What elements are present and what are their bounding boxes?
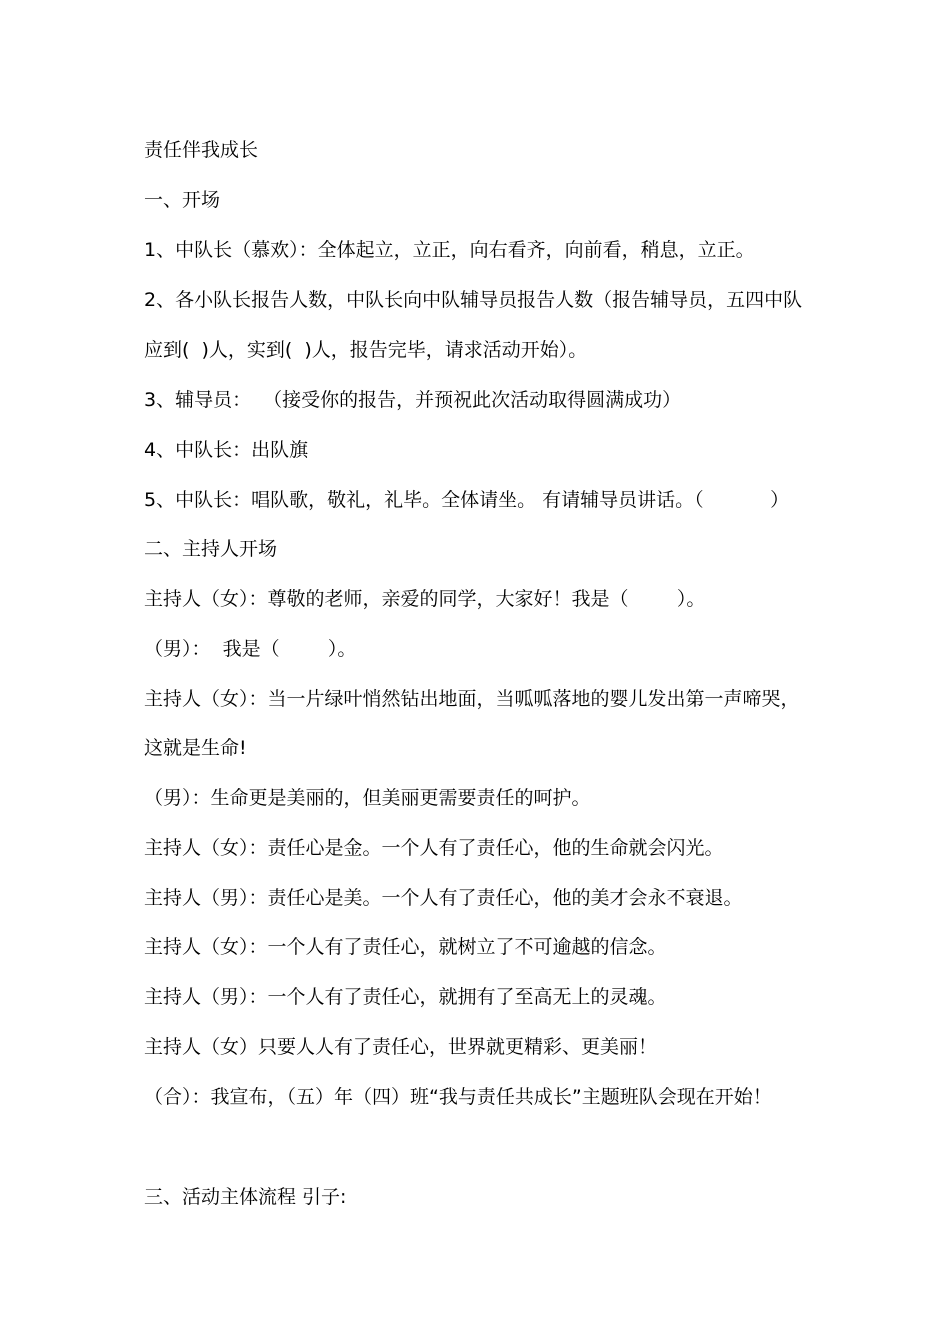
document-title: 责任伴我成长 bbox=[144, 139, 259, 161]
paragraph: 主持人（女）：一个人有了责任心，就树立了不可逾越的信念。 bbox=[144, 936, 667, 958]
paragraph: 主持人（女）只要人人有了责任心，世界就更精彩、更美丽！ bbox=[144, 1036, 658, 1058]
section-heading: 三、活动主体流程 引子: bbox=[144, 1186, 347, 1208]
paragraph: 主持人（女）：尊敬的老师，亲爱的同学，大家好！我是（ ）。 bbox=[144, 588, 706, 610]
paragraph: 主持人（女）：责任心是金。一个人有了责任心，他的生命就会闪光。 bbox=[144, 837, 724, 859]
paragraph: （男）：生命更是美丽的，但美丽更需要责任的呵护。 bbox=[144, 787, 591, 809]
paragraph: 主持人（女）：当一片绿叶悄然钻出地面，当呱呱落地的婴儿发出第一声啼哭， bbox=[144, 688, 800, 710]
paragraph: 这就是生命! bbox=[144, 737, 247, 759]
paragraph: 3、辅导员： （接受你的报告，并预祝此次活动取得圆满成功） bbox=[144, 389, 682, 411]
section-heading: 一、开场 bbox=[144, 189, 221, 211]
paragraph: 2、各小队长报告人数，中队长向中队辅导员报告人数（报告辅导员，五四中队 bbox=[144, 289, 803, 311]
paragraph: 4、中队长：出队旗 bbox=[144, 439, 309, 461]
paragraph: 应到( )人，实到( )人，报告完毕，请求活动开始）。 bbox=[144, 339, 588, 361]
paragraph: 1、中队长（慕欢）：全体起立，立正，向右看齐，向前看，稍息，立正。 bbox=[144, 239, 755, 261]
paragraph: （合）：我宣布，（五）年（四）班“我与责任共成长”主题班队会现在开始！ bbox=[144, 1086, 772, 1108]
paragraph: （男）： 我是（ ）。 bbox=[144, 638, 357, 660]
paragraph: 主持人（男）：责任心是美。一个人有了责任心，他的美才会永不衰退。 bbox=[144, 887, 743, 909]
section-heading: 二、主持人开场 bbox=[144, 538, 278, 560]
paragraph: 5、中队长：唱队歌，敬礼，礼毕。全体请坐。 有请辅导员讲话。（ ） bbox=[144, 489, 790, 511]
paragraph: 主持人（男）：一个人有了责任心，就拥有了至高无上的灵魂。 bbox=[144, 986, 667, 1008]
